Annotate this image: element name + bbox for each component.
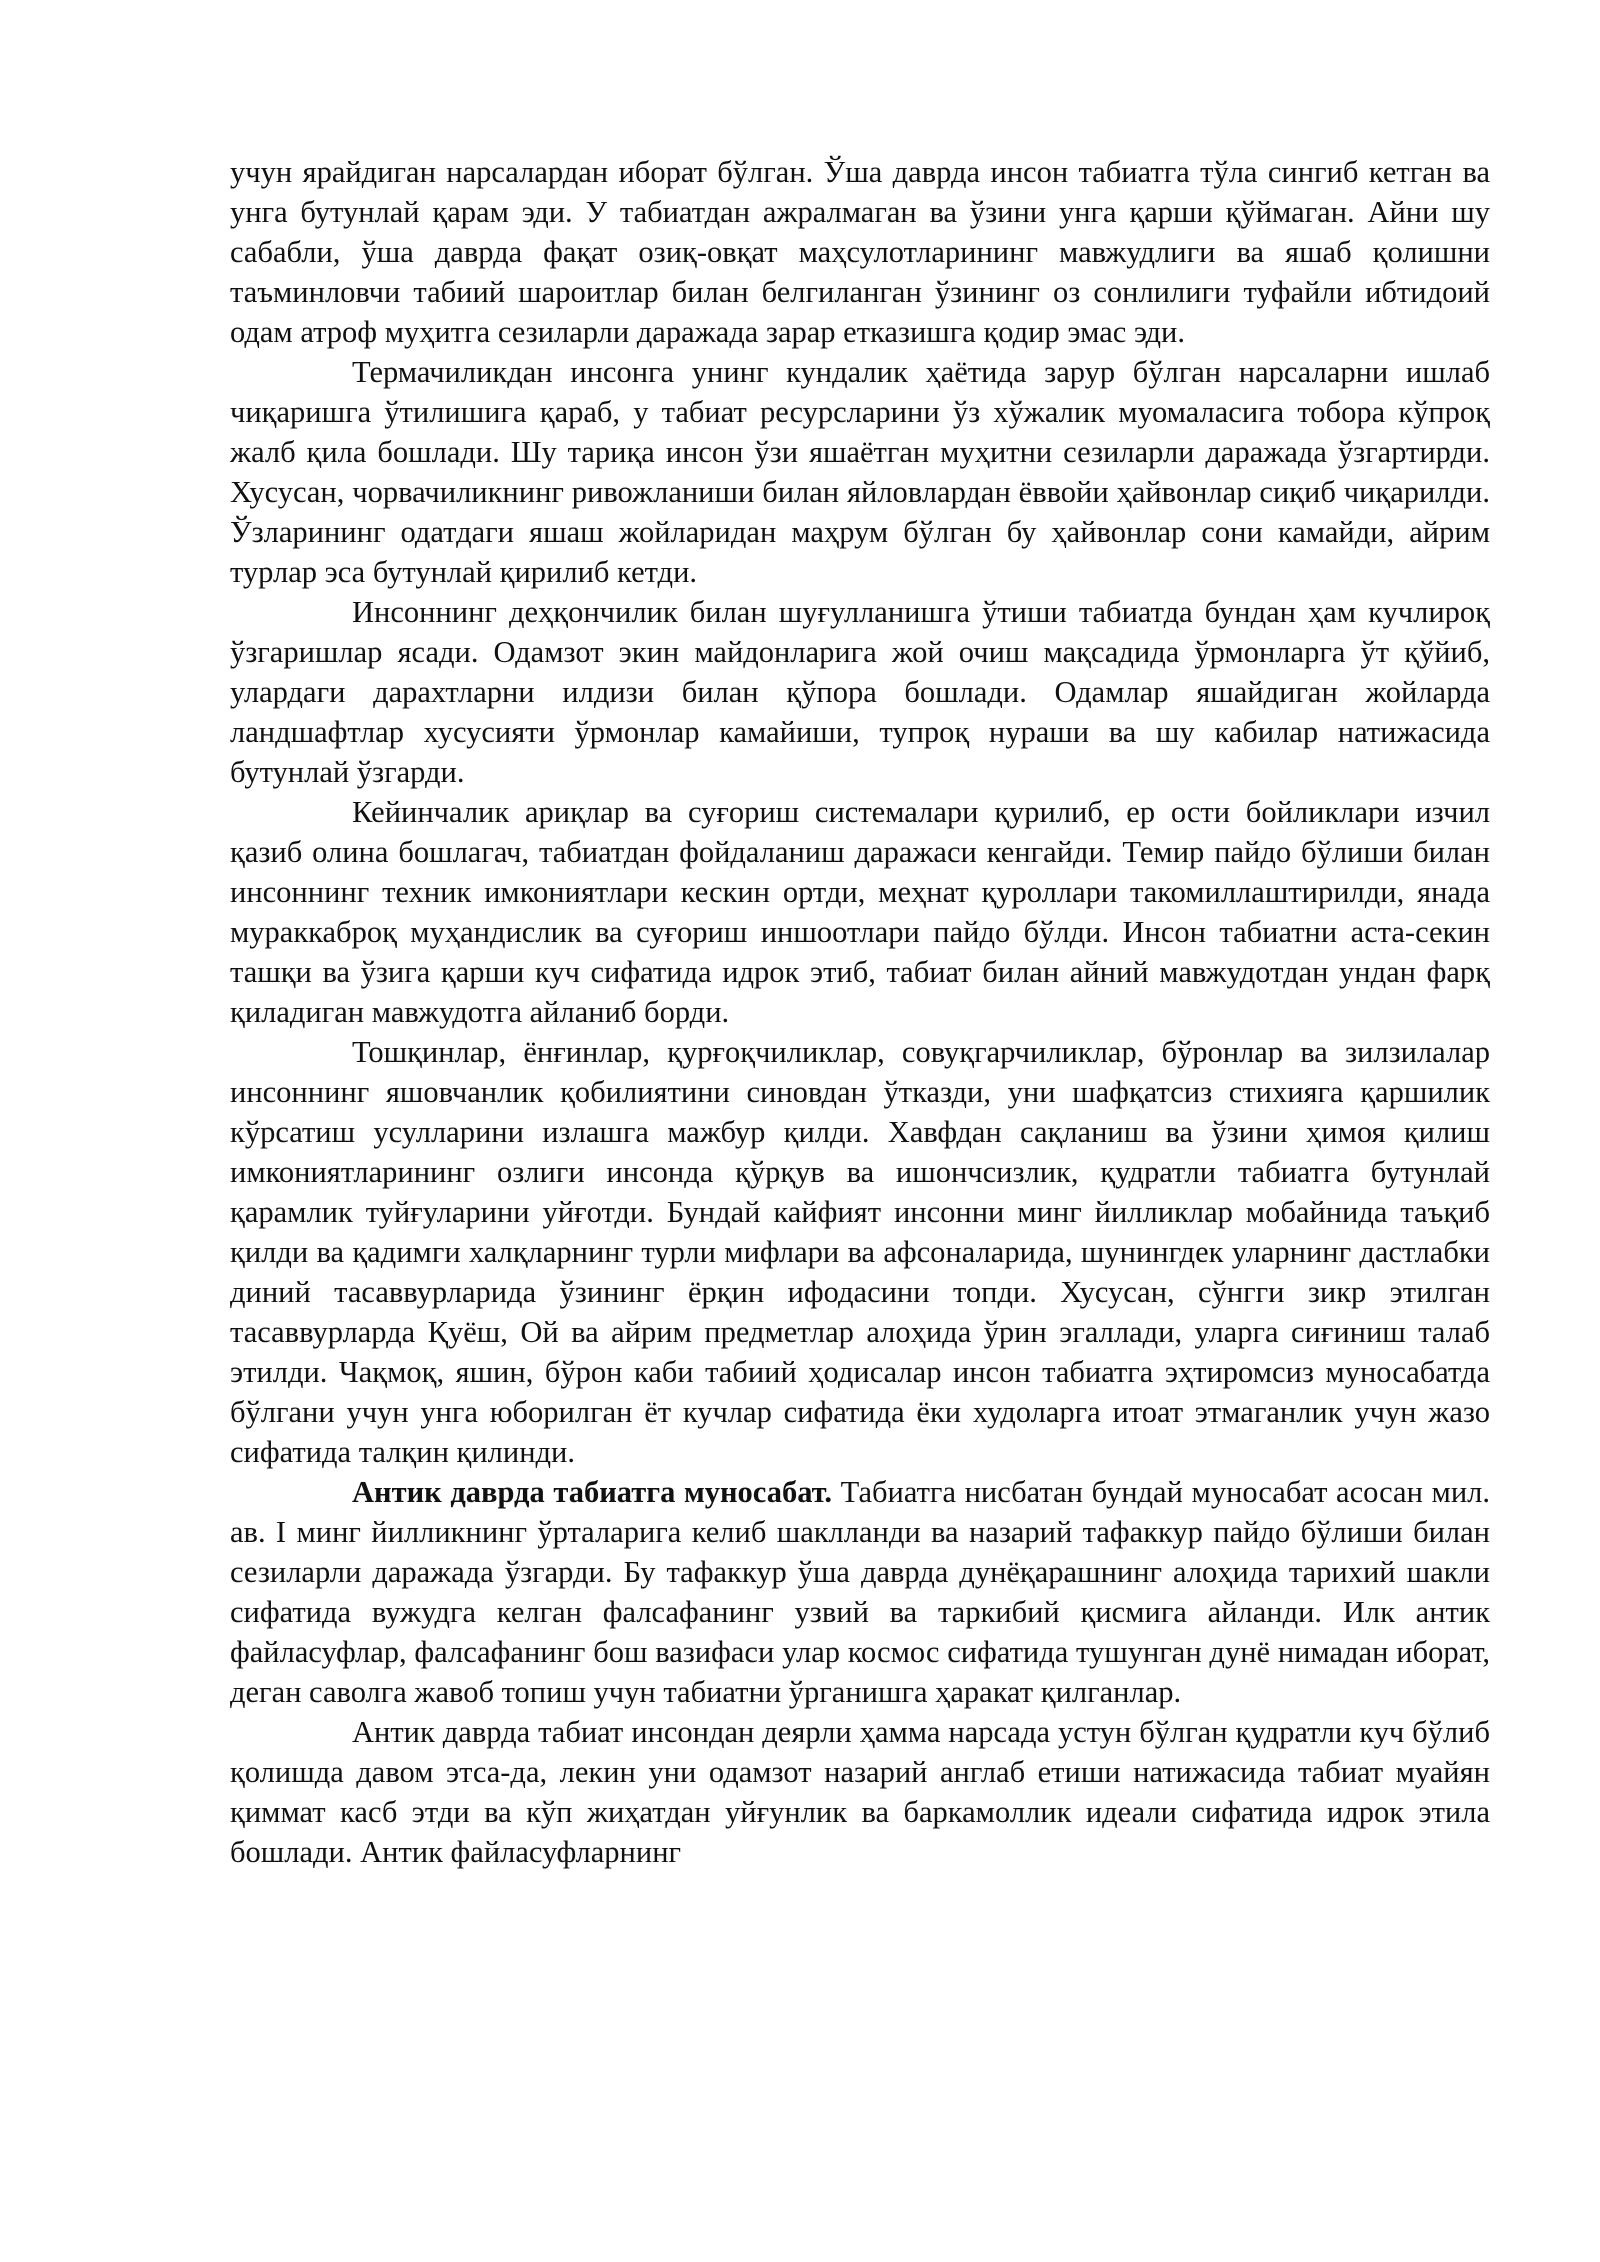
paragraph-2-text: Термачиликдан инсонга унинг кундалик ҳаётида зарур бўлган нарсаларни ишлаб чиқаришга ўтилишига қараб, у табиат ресурсларини ўз хўжалик муомаласига тобора кўпроқ жалб қила бошлади. Шу тариқа инсон ўзи яшаётган муҳитни сезиларли даражада ўзгартирди. Хусусан, чорвачиликнинг ривожланиши билан яйловлардан ёввойи ҳайвонлар сиқиб чиқарилди. Ўзларининг одатдаги яшаш жойларидан маҳрум бўлган бу ҳайвонлар сони камайди, айрим турлар эса бутунлай қирилиб кетди. xyxy=(230,355,1490,589)
paragraph-3-text: Инсоннинг деҳқончилик билан шуғулланишга ўтиши табиатда бундан ҳам кучлироқ ўзгаришлар ясади. Одамзот экин майдонларига жой очиш мақсадида ўрмонларга ўт қўйиб, улардаги дарахтларни илдизи билан қўпора бошлади. Одамлар яшайдиган жойларда ландшафтлар хусусияти ўрмонлар камайиши, тупроқ нураши ва шу кабилар натижасида бутунлай ўзгарди. xyxy=(230,595,1490,789)
paragraph-2 xyxy=(230,352,1490,592)
paragraph-3 xyxy=(230,592,1490,792)
paragraph-1-text: учун ярайдиган нарсалардан иборат бўлган. Ўша даврда инсон табиатга тўла сингиб кетган ва унга бутунлай қарам эди. У табиатдан ажралмаган ва ўзини унга қарши қўймаган. Айни шу сабабли, ўша даврда фақат озиқ-овқат маҳсулотларининг мавжудлиги ва яшаб қолишни таъминловчи табиий шароитлар билан белгиланган ўзининг оз сонлилиги туфайли ибтидоий одам атроф муҳитга сезиларли даражада зарар етказишга қодир эмас эди. xyxy=(230,155,1490,349)
paragraph-1 xyxy=(230,152,1490,352)
paragraph-4 xyxy=(230,792,1490,1032)
paragraph-5-text: Тошқинлар, ёнғинлар, қурғоқчиликлар, совуқгарчиликлар, бўронлар ва зилзилалар инсоннинг яшовчанлик қобилиятини синовдан ўтказди, уни шафқатсиз стихияга қаршилик кўрсатиш усулларини излашга мажбур қилди. Хавфдан сақланиш ва ўзини ҳимоя қилиш имкониятларининг озлиги инсонда қўрқув ва ишончсизлик, қудратли табиатга бутунлай қарамлик туйғуларини уйғотди. Бундай кайфият инсонни минг йилликлар мобайнида таъқиб қилди ва қадимги халқларнинг турли мифлари ва афсоналарида, шунингдек уларнинг дастлабки диний тасаввурларида ўзининг ёрқин ифодасини топди. Хусусан, сўнгги зикр этилган тасаввурларда Қуёш, Ой ва айрим предметлар алоҳида ўрин эгаллади, уларга сиғиниш талаб этилди. Чақмоқ, яшин, бўрон каби табиий ҳодисалар инсон табиатга эҳтиромсиз муносабатда бўлгани учун унга юборилган ёт кучлар сифатида ёки худоларга итоат этмаганлик учун жазо сифатида талқин қилинди. xyxy=(230,1035,1490,1469)
document-page xyxy=(230,152,1490,1872)
paragraph-6 xyxy=(230,1472,1490,1712)
section-heading-antique-period: Антик даврда табиатга муносабат. xyxy=(352,1475,832,1509)
paragraph-5 xyxy=(230,1032,1490,1472)
paragraph-6-text: Табиатга нисбатан бундай муносабат асосан мил. ав. I минг йилликнинг ўрталарига келиб шаклланди ва назарий тафаккур пайдо бўлиши билан сезиларли даражада ўзгарди. Бу тафаккур ўша даврда дунёқарашнинг алоҳида тарихий шакли сифатида вужудга келган фалсафанинг узвий ва таркибий қисмига айланди. Илк антик файласуфлар, фалсафанинг бош вазифаси улар космос сифатида тушунган дунё нимадан иборат, деган саволга жавоб топиш учун табиатни ўрганишга ҳаракат қилганлар. xyxy=(230,1475,1490,1709)
paragraph-7 xyxy=(230,1712,1490,1872)
paragraph-4-text: Кейинчалик ариқлар ва суғориш системалари қурилиб, ер ости бойликлари изчил қазиб олина бошлагач, табиатдан фойдаланиш даражаси кенгайди. Темир пайдо бўлиши билан инсоннинг техник имкониятлари кескин ортди, меҳнат қуроллари такомиллаштирилди, янада мураккаброқ муҳандислик ва суғориш иншоотлари пайдо бўлди. Инсон табиатни аста-секин ташқи ва ўзига қарши куч сифатида идрок этиб, табиат билан айний мавжудотдан ундан фарқ қиладиган мавжудотга айланиб борди. xyxy=(230,795,1490,1029)
paragraph-7-text: Антик даврда табиат инсондан деярли ҳамма нарсада устун бўлган қудратли куч бўлиб қолишда давом этса-да, лекин уни одамзот назарий англаб етиши натижасида табиат муайян қиммат касб этди ва кўп жиҳатдан уйғунлик ва баркамоллик идеали сифатида идрок этила бошлади. Антик файласуфларнинг xyxy=(230,1715,1490,1869)
